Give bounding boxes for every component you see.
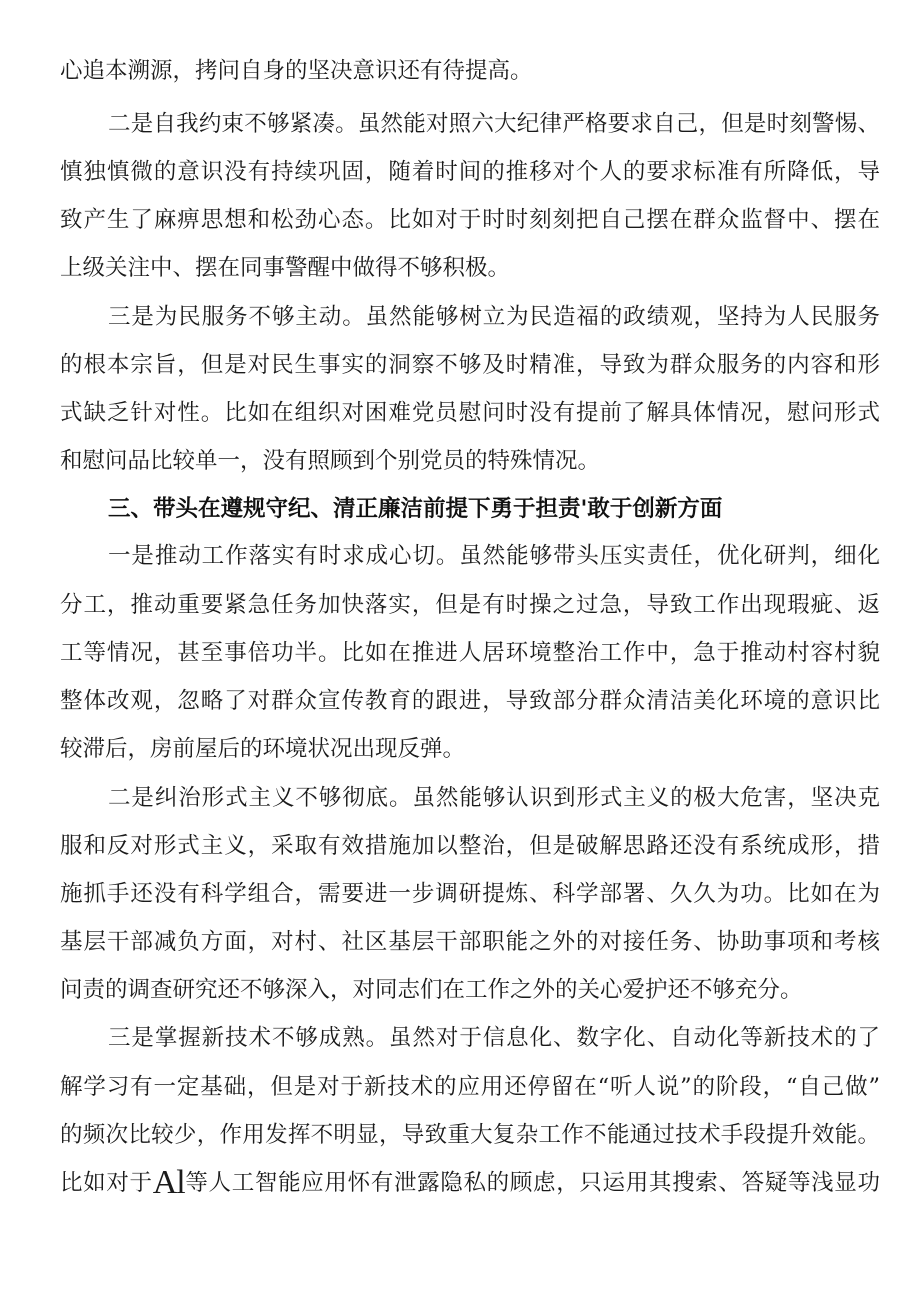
text-run: 等人工智能应用怀有泄露隐私的顾虑，只运用其搜索、答疑等浅显功 [184,1170,880,1196]
paragraph-line: 二是自我约束不够紧凑。虽然能对照六大纪律严格要求自己，但是时刻警惕、 [108,111,880,137]
paragraph-line: 心追本溯源，拷问自身的坚决意识还有待提高。 [60,58,533,84]
paragraph-line: 服和反对形式主义，采取有效措施加以整治，但是破解思路还没有系统成形，措 [60,833,880,859]
section-heading: 三、带头在遵规守纪、清正廉洁前提下勇于担责'敢于创新方面 [108,496,723,522]
paragraph-line: 的频次比较少，作用发挥不明显，导致重大复杂工作不能通过技术手段提升效能。 [60,1122,880,1148]
paragraph-line: 致产生了麻痹思想和松劲心态。比如对于时时刻刻把自己摆在群众监督中、摆在 [60,207,880,233]
paragraph-line: 分工，推动重要紧急任务加快落实，但是有时操之过急，导致工作出现瑕疵、返 [60,592,880,618]
paragraph-line: 上级关注中、摆在同事警醒中做得不够积极。 [60,255,511,281]
paragraph-line: 施抓手还没有科学组合，需要进一步调研提炼、科学部署、久久为功。比如在为 [60,881,880,907]
paragraph-line [60,1162,880,1204]
paragraph-line: 整体改观，忽略了对群众宣传教育的跟进，导致部分群众清洁美化环境的意识比 [60,688,880,714]
paragraph-line: 较滞后，房前屋后的环境状况出现反弹。 [60,736,466,762]
paragraph-line: 和慰问品比较单一，没有照顾到个别党员的特殊情况。 [60,448,601,474]
paragraph-line: 基层干部减负方面，对村、社区基层干部职能之外的对接任务、协助事项和考核 [60,929,880,955]
paragraph-line: 工等情况，甚至事倍功半。比如在推进人居环境整治工作中，急于推动村容村貌 [60,640,880,666]
paragraph-line: 问责的调查研究还不够深入，对同志们在工作之外的关心爱护还不够充分。 [60,977,803,1003]
paragraph-line: 三是掌握新技术不够成熟。虽然对于信息化、数字化、自动化等新技术的了 [108,1025,880,1051]
text-run: 比如对于 [60,1170,153,1196]
paragraph-line: 式缺乏针对性。比如在组织对困难党员慰问时没有提前了解具体情况，慰问形式 [60,400,880,426]
ai-emphasis: Al [152,1164,185,1201]
paragraph-line: 解学习有一定基础，但是对于新技术的应用还停留在“听人说”的阶段，“自己做” [60,1074,880,1100]
paragraph-line: 三是为民服务不够主动。虽然能够树立为民造福的政绩观，坚持为人民服务 [108,304,880,330]
paragraph-line: 的根本宗旨，但是对民生事实的洞察不够及时精准，导致为群众服务的内容和形 [60,352,880,378]
paragraph-line: 二是纠治形式主义不够彻底。虽然能够认识到形式主义的极大危害，坚决克 [108,785,880,811]
paragraph-line: 一是推动工作落实有时求成心切。虽然能够带头压实责任，优化研判，细化 [108,543,880,569]
paragraph-line: 慎独慎微的意识没有持续巩固，随着时间的推移对个人的要求标准有所降低，导 [60,159,880,185]
